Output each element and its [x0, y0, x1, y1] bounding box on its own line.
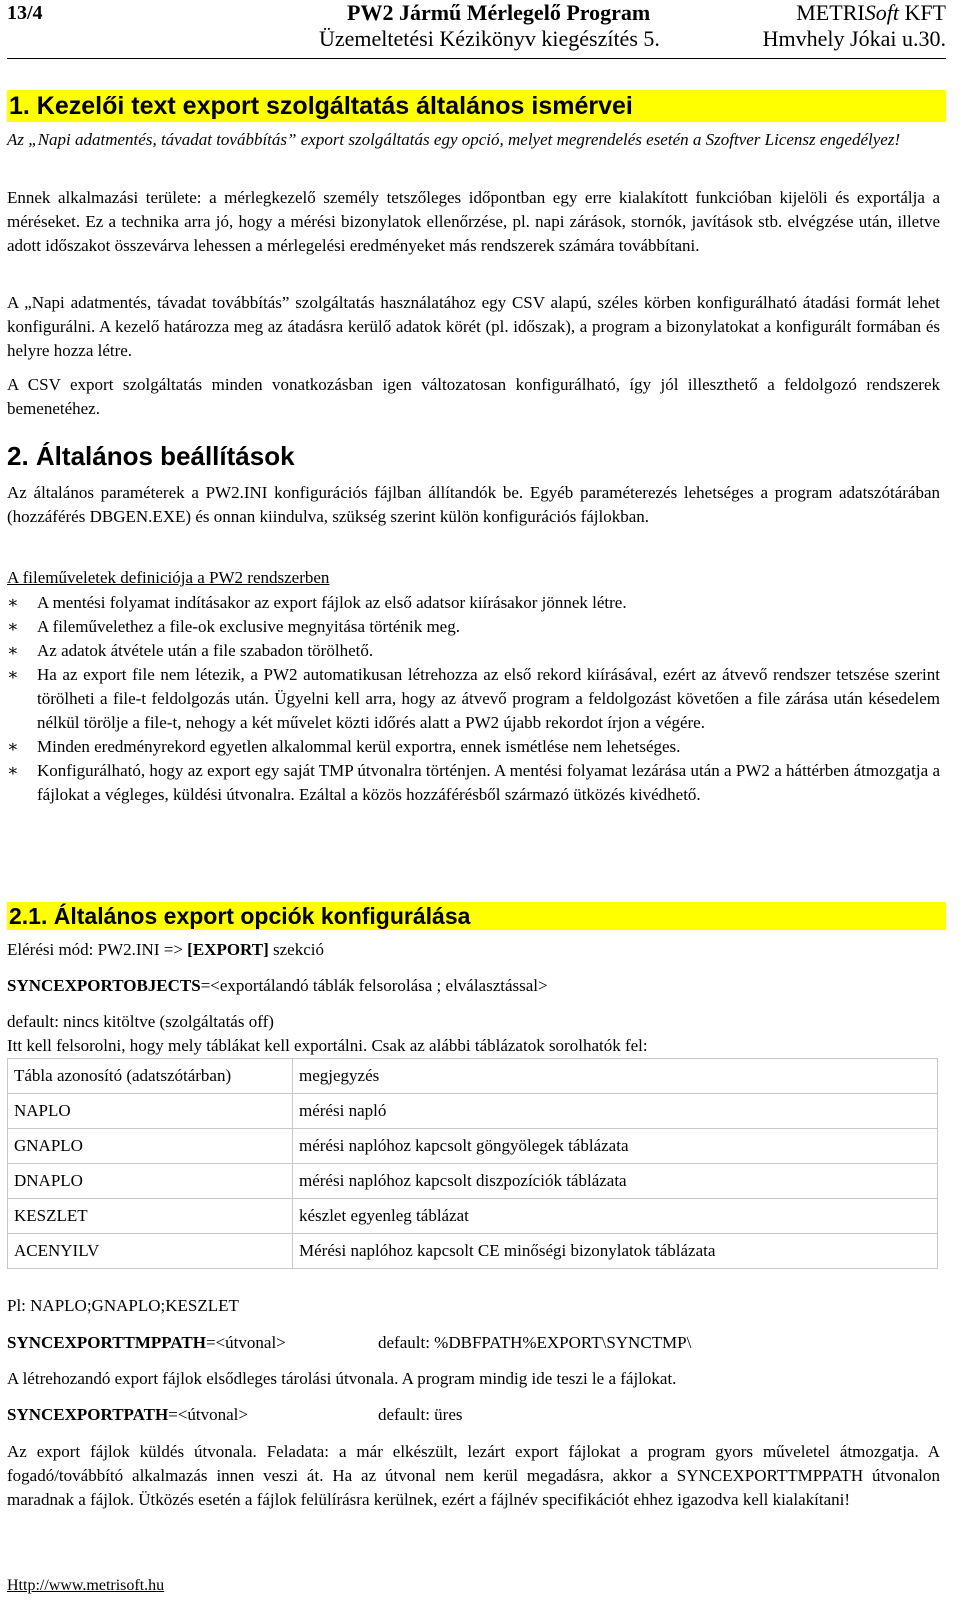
table-intro: Itt kell felsorolni, hogy mely táblákat kell exportálni. Csak az alábbi táblázatok sorolhatók fel: [7, 1036, 648, 1055]
program-title: PW2 Jármű Mérlegelő Program [347, 0, 651, 25]
section-2-paragraph: Az általános paraméterek a PW2.INI konfigurációs fájlban állítandók be. Egyéb paraméterezés lehetséges a program adatszótárában (hozzáférés DBGEN.EXE) és onnan kiindulva, szükség szerint külön konfigurációs fájlokban. [7, 483, 940, 526]
param-syncexportpath-desc: Az export fájlok küldés útvonala. Feladata: a már elkészült, lezárt export fájlokat a program gyors műveletel átmozgatja. A fogadó/továbbító alkalmazás innen veszi át. Ha az útvonal nem kerül megadásra, akkor a SYNCEXPORTTMPPATH útvonalon maradnak a fájlok. Ütközés esetén a fájlok felülírásra kerülnek, ezért a fájlnév specifikációt ehhez igazodva kell kialakítani! [7, 1442, 940, 1509]
access-mode: Elérési mód: PW2.INI => [EXPORT] szekció [7, 940, 324, 959]
company-prefix: METRI [796, 0, 865, 25]
table-row [8, 1199, 938, 1234]
header-divider [7, 58, 946, 59]
bullet-icon: ∗ [7, 617, 19, 636]
table-cell: DNAPLO [8, 1164, 293, 1199]
list-item: ∗ Minden eredményrekord egyetlen alkalommal kerül exportra, ennek ismétlése nem lehetséges. [7, 735, 940, 759]
param-syncexportobjects-default: default: nincs kitöltve (szolgáltatás off) [7, 1012, 274, 1031]
company-suffix: KFT [898, 0, 946, 25]
param-syncexporttmppath-default: default: %DBFPATH%EXPORT\SYNCTMP\ [378, 1333, 692, 1352]
section-1-intro: Az „Napi adatmentés, távadat továbbítás” export szolgáltatás egy opció, melyet megrendelés esetén a Szoftver Licensz engedélyez! [7, 130, 901, 149]
list-item: ∗ Ha az export file nem létezik, a PW2 automatikusan létrehozza az első rekord kiírásával, ezért az átvevő rendszer tetszése szerint törölheti a file-t feldolgozás után. Ügyelni kell arra, hogy az átvevő program a feldolgozást követően a file zárása után késedelem nélkül törölje a file-t, nehogy a két művelet közti időrés alatt a PW2 újabb rekordot írjon a végére. [7, 665, 940, 732]
bullet-icon: ∗ [7, 761, 19, 780]
table-cell: mérési naplóhoz kapcsolt diszpozíciók táblázata [293, 1164, 938, 1199]
list-item: ∗ A fileművelethez a file-ok exclusive megnyitása történik meg. [7, 615, 940, 639]
table-row [8, 1094, 938, 1129]
table-row [8, 1059, 938, 1094]
file-operations-title: A fileműveletek definiciója a PW2 rendszerben [7, 568, 330, 587]
section-2-heading: 2. Általános beállítások [7, 441, 295, 471]
table-cell: NAPLO [8, 1094, 293, 1129]
param-syncexporttmppath: SYNCEXPORTTMPPATH=<útvonal> [7, 1333, 286, 1352]
table-cell: ACENYILV [8, 1234, 293, 1269]
company-italic: Soft [864, 0, 899, 25]
table-cell: készlet egyenleg táblázat [293, 1199, 938, 1234]
param-syncexportpath: SYNCEXPORTPATH=<útvonal> [7, 1405, 248, 1424]
table-row [8, 1234, 938, 1269]
file-operations-list [7, 591, 940, 807]
list-item: ∗ Az adatok átvétele után a file szabadon törölhető. [7, 639, 940, 663]
table-cell: mérési napló [293, 1094, 938, 1129]
table-cell: Tábla azonosító (adatszótárban) [8, 1059, 293, 1094]
param-syncexporttmppath-desc: A létrehozandó export fájlok elsődleges tárolási útvonala. A program mindig ide teszi le a fájlokat. [7, 1369, 677, 1388]
table-cell: GNAPLO [8, 1129, 293, 1164]
company-address: Hmvhely Jókai u.30. [762, 26, 946, 51]
bullet-icon: ∗ [7, 593, 19, 612]
page-number: 13/4 [7, 2, 43, 24]
section-2-1-heading: 2.1. Általános export opciók konfigurálása [7, 902, 946, 930]
bullet-icon: ∗ [7, 641, 19, 660]
section-1-paragraph-2: A „Napi adatmentés, távadat továbbítás” szolgáltatás használatához egy CSV alapú, széles körben konfigurálható átadási formát lehet konfigurálni. A kezelő határozza meg az átadásra kerülő adatok körét (pl. időszak), a program a bizonylatokat a konfigurált formában és helyre hozza létre. [7, 293, 940, 360]
page-header [7, 0, 946, 58]
section-1-paragraph-1: Ennek alkalmazási területe: a mérlegkezelő személy tetszőleges időpontban egy erre kialakított funkcióban kijelöli és exportálja a méréseket. Ez a technika arra jó, hogy a mérési bizonylatok ellenőrzése, pl. napi zárások, stornók, javítások stb. elvégzése után, illetve adott időszakot összevárva lehessen a mérlegelési eredményeket más rendszerek számára továbbítani. [7, 188, 940, 255]
table-cell: mérési naplóhoz kapcsolt göngyölegek táblázata [293, 1129, 938, 1164]
list-item: ∗ A mentési folyamat indításakor az export fájlok az első adatsor kiírásakor jönnek létre. [7, 591, 940, 615]
section-1-paragraph-3: A CSV export szolgáltatás minden vonatkozásban igen változatosan konfigurálható, így jól illeszthető a feldolgozó rendszerek bemenetéhez. [7, 375, 940, 418]
table-cell: Mérési naplóhoz kapcsolt CE minőségi bizonylatok táblázata [293, 1234, 938, 1269]
list-item: ∗ Konfigurálható, hogy az export egy saját TMP útvonalra történjen. A mentési folyamat lezárása után a PW2 a háttérben átmozgatja a fájlokat a végleges, küldési útvonalra. Ezáltal a közös hozzáférésből származó ütközés kivédhető. [7, 761, 940, 804]
table-row [8, 1129, 938, 1164]
table-cell: megjegyzés [293, 1059, 938, 1094]
website-link[interactable]: Http://www.metrisoft.hu [7, 1577, 165, 1594]
company-name [796, 0, 946, 26]
bullet-icon: ∗ [7, 737, 19, 756]
section-1-heading: 1. Kezelői text export szolgáltatás általános ismérvei [7, 90, 946, 122]
export-section-tag: [EXPORT] [187, 940, 269, 959]
manual-title: Üzemeltetési Kézikönyv kiegészítés 5. [319, 26, 660, 51]
param-syncexportobjects: SYNCEXPORTOBJECTS=<exportálandó táblák felsorolása ; elválasztással> [7, 976, 548, 995]
table-row [8, 1164, 938, 1199]
param-syncexportpath-default: default: üres [378, 1405, 463, 1424]
example-line: Pl: NAPLO;GNAPLO;KESZLET [7, 1296, 239, 1315]
table-cell: KESZLET [8, 1199, 293, 1234]
bullet-icon: ∗ [7, 665, 19, 684]
export-tables-table [7, 1058, 938, 1269]
